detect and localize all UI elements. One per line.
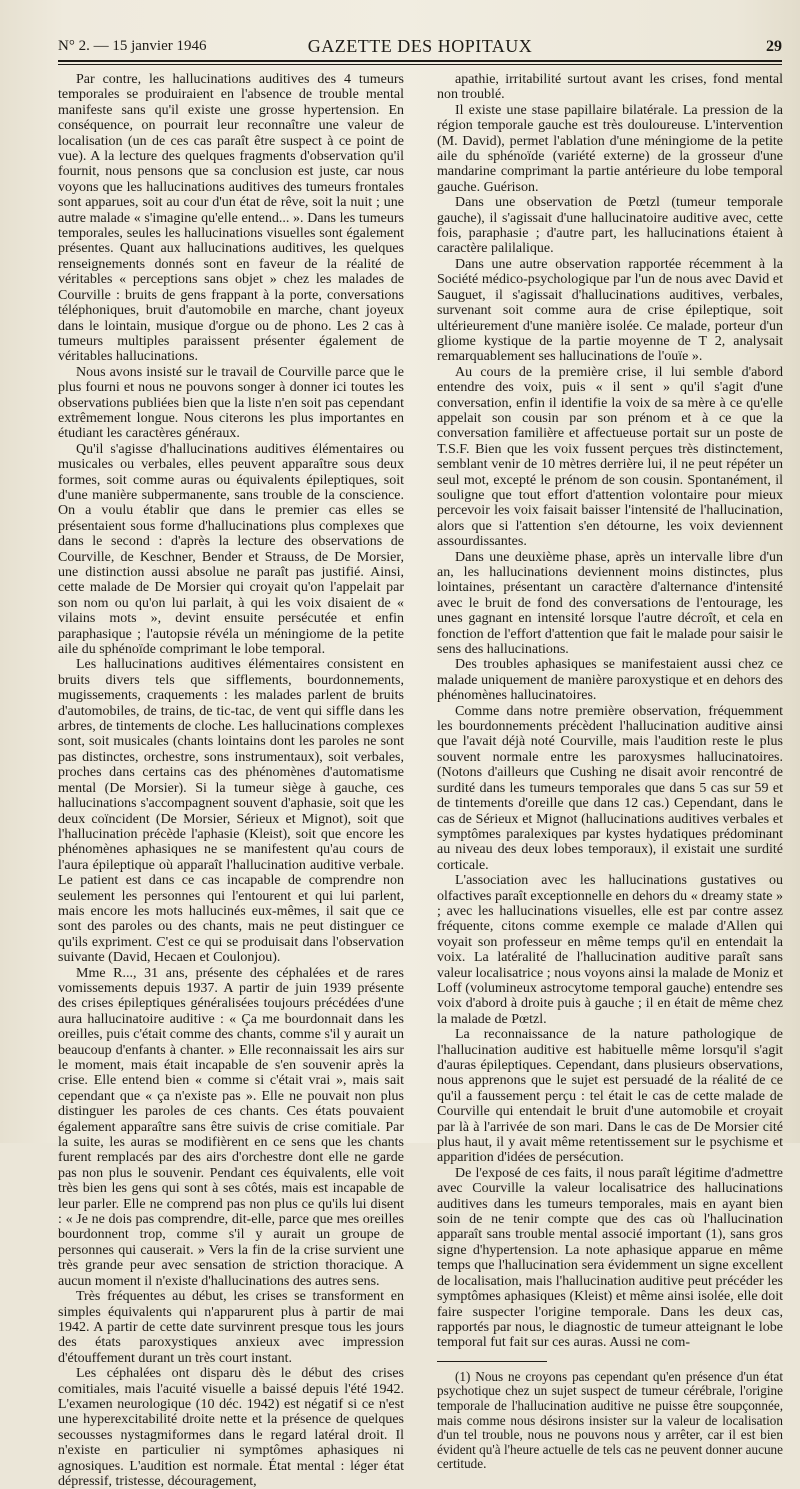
paragraph: Comme dans notre première observation, fréquemment les bourdonnements précèdent l'hallucination auditive ainsi que l'avait déjà noté Courville, mais l'audition reste le plus souvent normale entre les paroxysmes hallucinatoires. (Notons d'ailleurs que Cushing ne disait avoir rencontré de surdité dans les tumeurs temporales que dans 5 cas sur 59 et de tintements d'oreille que dans 12 cas.) Cependant, dans le cas de Sérieux et Mignot (hallucinations auditives verbales et symptômes paralexiques par kystes hydatiques prédominant au niveau des deux lobes temporaux), il existait une surdité corticale. [437,703,783,873]
paragraph: L'association avec les hallucinations gustatives ou olfactives paraît exceptionnelle en dehors du « dreamy state » ; avec les hallucinations visuelles, elle est par contre assez fréquente, citons comme exemple ce malade d'Allen qui voyait son professeur en même temps qu'il en entendait la voix. La latéralité de l'hallucination auditive paraît sans valeur localisatrice ; nous voyons ainsi la malade de Moniz et Loff (volumineux astrocytome temporal gauche) entendre ses voix d'abord à droite puis à gauche ; il en était de même chez la malade de Pœtzl. [437,873,783,1027]
paragraph: Au cours de la première crise, il lui semble d'abord entendre des voix, puis « il sent » qu'il s'agit d'une conversation, enfin il identifie la voix de sa mère à ce qu'elle appelait son cousin par son prénom et à ce que la conversation familière et affectueuse portait sur un poste de T.S.F. Bien que les voix fussent perçues très distinctement, semblant venir de 10 mètres derrière lui, il ne peut répéter un seul mot, excepté le prénom de son cousin. Spontanément, il souligne que tout effort d'attention volontaire pour mieux percevoir les voix faisait baisser l'intensité de l'hallucination, alors que si l'attention s'en détourne, les voix deviennent assourdissantes. [437,364,783,550]
left-column [58,72,404,1489]
paragraph: Il existe une stase papillaire bilatérale. La pression de la région temporale gauche est très douloureuse. L'intervention (M. David), permet l'ablation d'une méningiome de la petite aile du sphénoïde (variété externe) de la grosseur d'une mandarine comprimant la partie antérieure du lobe temporal gauche. Guérison. [437,102,783,195]
header-rule [58,60,782,62]
paragraph: Très fréquentes au début, les crises se transforment en simples équivalents qui n'apparurent plus à partir de mai 1942. A partir de cette date survinrent presque tous les jours des états paroxystiques anxieux avec impression d'étouffement durant un très court instant. [58,1289,404,1366]
paragraph: Dans une deuxième phase, après un intervalle libre d'un an, les hallucinations deviennent moins distinctes, plus lointaines, présentant un caractère d'alternance d'intensité avec le bruit de fond des conversations de l'entourage, les unes gagnant en intensité lorsque l'autre décroît, et cela en fonction de l'effort d'attention que fait le malade pour saisir le sens des hallucinations. [437,549,783,658]
paragraph: Qu'il s'agisse d'hallucinations auditives élémentaires ou musicales ou verbales, elles peuvent apparaître sous deux formes, soit comme auras ou équivalents épileptiques, soit d'une manière subpermanente, sans trouble de la conscience. On a voulu établir que dans le premier cas elles se présentaient sous forme d'hallucinations plus complexes que dans le second : d'après la lecture des observations de Courville, de Keschner, Bender et Strauss, de De Morsier, une distinction aussi absolue ne paraît pas justifié. Ainsi, cette malade de De Morsier qui croyait qu'on l'appelait par son nom ou qu'on lui parlait, à qui les voix disaient de « vilains mots », devint ensuite persécutée et enfin paraphasique ; l'autopsie révéla un méningiome de la petite aile du sphénoïde comprimant le lobe temporal. [58,441,404,658]
page-header [58,36,782,62]
paragraph: Les hallucinations auditives élémentaires consistent en bruits divers tels que sifflements, bourdonnements, mugissements, craquements : les malades parlent de bruits d'automobiles, de trains, de tic-tac, de vent qui siffle dans les arbres, de tintements de cloche. Les hallucinations complexes sont, soit musicales (chants lointains dont les paroles ne sont pas distinctes, orchestre, sons instrumentaux), soit verbales, proches dans certains cas des phénomènes d'automatisme mental (De Morsier). Si la tumeur siège à gauche, ces hallucinations s'accompagnent souvent d'aphasie, soit que les deux coïncident (De Morsier, Sérieux et Mignot), soit que l'hallucination précède l'aphasie (Kleist), soit que encore les phénomènes aphasiques ne se manifestent qu'au cours de l'aura épileptique où apparaît l'hallucination auditive verbale. Le patient est dans ce cas incapable de comprendre non seulement les personnes qui l'entourent et qui lui parlent, mais encore les mots hallucinés eux-mêmes, il sait que ce sont des paroles ou des chants, mais ne peut distinguer ce qu'ils expriment. C'est ce qui se produisait dans l'observation suivante (David, Hecaen et Coulonjou). [58,657,404,966]
paragraph: Les céphalées ont disparu dès le début des crises comitiales, mais l'acuité visuelle a baissé depuis l'été 1942. L'examen neurologique (10 déc. 1942) est négatif si ce n'est une hyperexcitabilité droite nette et la présence de quelques secousses nystagmiformes dans le regard latéral droit. Il n'existe en particulier ni symptômes aphasiques ni agnosiques. L'audition est normale. État mental : léger état dépressif, tristesse, découragement, [58,1366,404,1489]
paragraph: La reconnaissance de la nature pathologique de l'hallucination auditive est habituelle même lorsqu'il s'agit d'auras épileptiques. Cependant, dans plusieurs observations, nous apprenons que le sujet est persuadé de la réalité de ce qu'il a faussement perçu : tel était le cas de cette malade de Courville qui entendait le bruit d'une automobile et croyait par là à l'arrivée de son mari. Dans le cas de De Morsier cité plus haut, il y avait même retentissement sur le psychisme et apparition d'idées de persécution. [437,1027,783,1166]
footnote-rule [437,1361,547,1362]
header-rule-thin [58,64,782,65]
issue-date: N° 2. — 15 janvier 1946 [58,38,207,54]
paragraph: Nous avons insisté sur le travail de Courville parce que le plus fourni et nous ne pouvons songer à donner ici toutes les observations publiées bien que la liste n'en soit pas cependant extrêmement longue. Nous citerons les plus importantes en étudiant les caractères généraux. [58,364,404,442]
footnote: (1) Nous ne croyons pas cependant qu'en présence d'un état psychotique chez un sujet suspect de tumeur cérébrale, l'origine temporale de l'hallucination auditive ne puisse être soupçonnée, mais comme nous désirons insister sur la valeur de localisation d'un tel trouble, nous ne pouvons nous y arrêter, car il est bien évident qu'à l'heure actuelle de tels cas ne peuvent donner aucune certitude. [437,1368,783,1472]
right-column [437,72,783,1472]
paragraph: Par contre, les hallucinations auditives des 4 tumeurs temporales se produiraient en l'absence de trouble mental manifeste sans qu'il existe une grosse hypertension. En conséquence, on pourrait leur reconnaître une valeur de localisation (un de ces cas paraît être suspect à ce point de vue). A la lecture des quelques fragments d'observation qu'il fournit, nous pensons que sa conclusion est juste, car nous voyons que les hallucinations auditives des tumeurs frontales sont apparues, soit au cour d'un état de rêve, soit la nuit ; une autre malade « s'imagine qu'elle entend... ». Dans les tumeurs temporales, seules les hallucinations visuelles sont également présentes. Quant aux hallucinations auditives, les quelques renseignements donnés sont en faveur de la réalité de véritables « perceptions sans objet » chez les malades de Courville : bruits de gens frappant à la porte, conversations téléphoniques, bruit d'automobile en marche, chant joyeux dans le lointain, musique d'orgue ou de phono. Les 2 cas à tumeurs multiples paraissent présenter également de véritables hallucinations. [58,72,404,365]
paragraph: apathie, irritabilité surtout avant les crises, fond mental non troublé. [437,72,783,103]
page-number: 29 [766,38,782,55]
paragraph: De l'exposé de ces faits, il nous paraît légitime d'admettre avec Courville la valeur localisatrice des hallucinations auditives dans les tumeurs temporales, mais en ayant bien soin de ne tenir compte que des cas où l'hallucination apparaît sans trouble mental associé important (1), sans gros signe d'hypertension. La note aphasique apparue en même temps que l'hallucination sera évidemment un signe excellent de localisation, mais l'hallucination auditive peut précéder les symptômes aphasiques (Kleist) et même ainsi isolée, elle doit faire suspecter l'origine temporale. Dans les deux cas, rapportés par nous, le diagnostic de tumeur atteignant le lobe temporal fut fait sur ces auras. Aussi ne com- [437,1165,783,1351]
paragraph: Mme R..., 31 ans, présente des céphalées et de rares vomissements depuis 1937. A partir de juin 1939 présente des crises épileptiques généralisées toujours précédées d'une aura hallucinatoire auditive : « Ça me bourdonnait dans les oreilles, puis c'était comme des chants, comme s'il y aurait un beaucoup d'enfants à chanter. » Elle reconnaissait les airs sur le moment, mais était incapable de s'en souvenir après la crise. Elle entend bien « comme si c'était vrai », mais sait cependant que « ça n'existe pas ». Elle ne pouvait non plus distinguer les paroles de ces chants. Ces états pouvaient également apparaître sans être suivis de crise comitiale. Par la suite, les auras se modifièrent en ce sens que les chants furent remplacés par des airs d'orchestre dont elle ne garde pas non plus le souvenir. Pendant ces équivalents, elle voit très bien les gens qui sont à ses côtés, mais est incapable de leur parler. Elle ne comprend pas non plus ce qu'ils lui disent : « Je ne dois pas comprendre, dit-elle, parce que mes oreilles bourdonnent trop, comme s'il y aurait un groupe de personnes qui causerait. » Vers la fin de la crise survient une très grande peur avec sensation de striction thoracique. A aucun moment il n'existe d'hallucinations des autres sens. [58,965,404,1289]
paragraph: Dans une observation de Pœtzl (tumeur temporale gauche), il s'agissait d'une hallucinatoire auditive avec, cette fois, paraphasie ; d'autre part, les hallucinations étaient à caractère palilalique. [437,195,783,257]
paragraph: Dans une autre observation rapportée récemment à la Société médico-psychologique par l'un de nous avec David et Sauguet, il s'agissait d'hallucinations auditives, verbales, survenant soit comme aura de crise épileptique, soit ultérieurement d'une manière isolée. Ce malade, porteur d'un gliome kystique de la partie moyenne de T 2, analysait remarquablement ses hallucinations de l'ouïe ». [437,256,783,365]
journal-title: GAZETTE DES HOPITAUX [307,36,533,56]
paragraph: Des troubles aphasiques se manifestaient aussi chez ce malade uniquement de manière paroxystique et en dehors des phénomènes hallucinatoires. [437,657,783,704]
